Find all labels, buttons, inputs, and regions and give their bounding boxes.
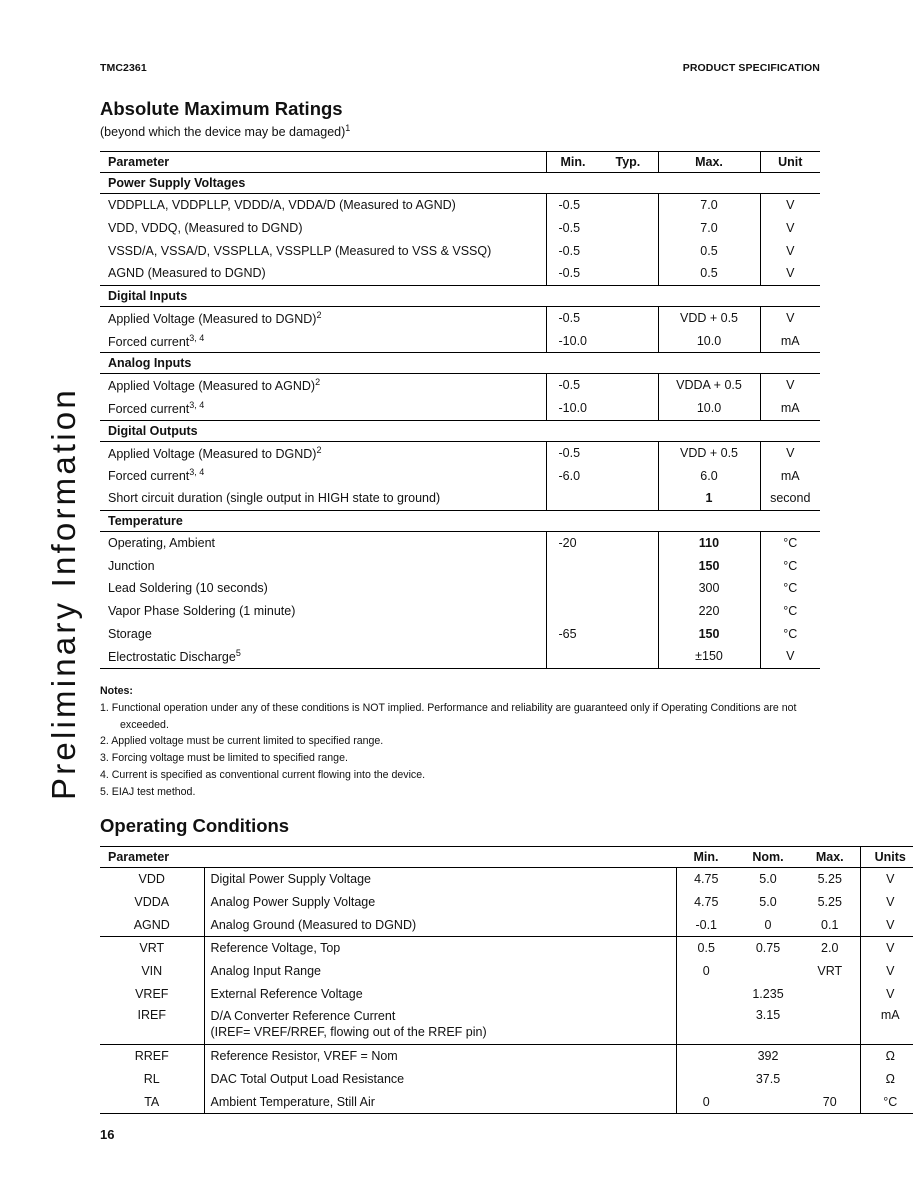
amr-min-cell: -0.5 <box>546 262 658 285</box>
amr-min-cell: -10.0 <box>546 397 658 420</box>
opc-nom-cell: 0 <box>764 917 772 932</box>
opc-desc-cell <box>204 960 676 983</box>
amr-col-param: Parameter <box>100 152 546 173</box>
header-doc-type: PRODUCT SPECIFICATION <box>682 62 820 74</box>
table-row <box>100 868 913 891</box>
note-item: 3. Forcing voltage must be limited to specified range. <box>100 752 348 765</box>
opc-desc-cell <box>204 937 676 960</box>
amr-min-cell: -0.5 <box>546 306 658 329</box>
opc-unit-cell: V <box>886 964 895 979</box>
amr-unit-cell: °C <box>783 626 798 641</box>
amr-param-text: Applied Voltage (Measured to DGND) <box>108 312 317 327</box>
opc-max-cell: 5.25 <box>800 891 860 914</box>
amr-col-max: Max. <box>658 152 760 173</box>
amr-param-cell <box>100 531 546 554</box>
amr-max-cell: 1 <box>658 487 760 510</box>
amr-param-note: 2 <box>315 377 321 388</box>
opc-symbol-cell: VREF <box>100 982 204 1005</box>
amr-param-cell <box>100 600 546 623</box>
opc-min-cell: 0.5 <box>676 937 736 960</box>
opc-nom-cell <box>736 1091 800 1114</box>
amr-unit-cell: second <box>770 491 811 506</box>
opc-desc-text: Ambient Temperature, Still Air <box>210 1094 375 1109</box>
amr-unit-cell: °C <box>783 603 798 618</box>
opc-nom-cell: 392 <box>736 1045 800 1068</box>
amr-body <box>100 173 820 669</box>
amr-param-note: 3, 4 <box>189 332 205 343</box>
amr-min-cell <box>546 600 658 623</box>
amr-param-cell <box>100 577 546 600</box>
amr-param-cell <box>100 306 546 329</box>
table-row <box>100 600 820 623</box>
opc-desc-cell <box>204 868 676 891</box>
amr-unit-cell: V <box>786 266 795 281</box>
opc-min-cell <box>676 1045 736 1068</box>
opc-desc-text: DAC Total Output Load Resistance <box>210 1072 405 1087</box>
amr-min-cell <box>546 487 658 510</box>
amr-param-text: VSSD/A, VSSA/D, VSSPLLA, VSSPLLP (Measured to VSS & VSSQ) <box>108 243 492 258</box>
table-row <box>100 217 820 240</box>
opc-desc-text: Reference Resistor, VREF = Nom <box>210 1049 398 1064</box>
amr-max-cell: 6.0 <box>658 464 760 487</box>
opc-col-param: Parameter <box>100 847 676 868</box>
amr-param-cell <box>100 441 546 464</box>
amr-col-typ: Typ. <box>615 155 641 169</box>
opc-min-cell: 0 <box>702 964 710 979</box>
amr-param-text: VDD, VDDQ, (Measured to DGND) <box>108 221 303 236</box>
opc-max-cell <box>800 1005 860 1045</box>
opc-nom-cell: 1.235 <box>752 986 784 1001</box>
table-row <box>100 645 820 668</box>
amr-param-text: VDDPLLA, VDDPLLP, VDDD/A, VDDA/D (Measured to AGND) <box>108 198 456 213</box>
opc-min-cell <box>676 982 736 1005</box>
amr-max-cell: 7.0 <box>658 194 760 217</box>
opc-desc-text: Analog Ground (Measured to DGND) <box>210 917 417 932</box>
amr-section-title: Digital Inputs <box>100 285 820 306</box>
notes-list <box>100 700 800 801</box>
opc-desc-cell <box>204 1091 676 1114</box>
notes-block <box>100 683 800 801</box>
amr-param-cell <box>100 645 546 668</box>
opc-unit-cell: V <box>886 917 895 932</box>
amr-param-cell <box>100 217 546 240</box>
table-row <box>100 554 820 577</box>
opc-col-nom: Nom. <box>736 847 800 868</box>
amr-param-cell <box>100 554 546 577</box>
table-row <box>100 464 820 487</box>
amr-max-cell: VDD + 0.5 <box>658 441 760 464</box>
amr-max-cell: 0.5 <box>658 239 760 262</box>
table-row <box>100 306 820 329</box>
table-row <box>100 1091 913 1114</box>
amr-unit-cell: V <box>786 445 795 460</box>
opc-unit-cell: Ω <box>885 1072 895 1087</box>
amr-param-cell <box>100 464 546 487</box>
amr-min-cell <box>546 645 658 668</box>
opc-unit-cell: Ω <box>860 1045 913 1068</box>
opc-max-cell <box>800 1068 860 1091</box>
opc-col-units: Units <box>860 847 913 868</box>
amr-param-text: Electrostatic Discharge <box>108 650 236 665</box>
opc-nom-cell: 3.15 <box>755 1008 781 1023</box>
opc-desc-text: Reference Voltage, Top <box>210 941 341 956</box>
opc-min-cell: 4.75 <box>694 872 719 887</box>
amr-max-cell: 150 <box>658 622 760 645</box>
amr-min-cell: -0.5 <box>546 217 658 240</box>
amr-param-cell <box>100 374 546 397</box>
note-item: 1. Functional operation under any of these conditions is NOT implied. Performance and reliability are guaranteed only if Operating Conditions are not exceeded. <box>100 701 797 731</box>
opc-nom-cell: 37.5 <box>755 1072 781 1087</box>
amr-col-min: Min. <box>560 155 586 169</box>
opc-title: Operating Conditions <box>100 815 290 836</box>
amr-param-text: Forced current <box>108 469 190 484</box>
table-row <box>100 577 820 600</box>
amr-param-text: Vapor Phase Soldering (1 minute) <box>108 603 296 618</box>
header-part-number: TMC2361 <box>100 62 147 74</box>
amr-unit-cell: V <box>786 378 795 393</box>
opc-symbol-cell: IREF <box>100 1005 204 1045</box>
amr-section-row <box>100 173 820 194</box>
opc-symbol-cell: RL <box>100 1068 204 1091</box>
table-row <box>100 1045 913 1068</box>
amr-param-text: Operating, Ambient <box>108 535 216 550</box>
amr-min-cell: -20 <box>546 531 658 554</box>
table-row <box>100 329 820 352</box>
amr-unit-cell: mA <box>780 401 800 416</box>
opc-desc-cell <box>204 891 676 914</box>
amr-unit-cell: °C <box>783 535 798 550</box>
opc-body <box>100 868 913 1114</box>
amr-subtitle <box>100 123 350 139</box>
opc-symbol-cell: VRT <box>100 937 204 960</box>
table-row <box>100 960 913 983</box>
amr-param-text: AGND (Measured to DGND) <box>108 266 266 281</box>
amr-section-row <box>100 420 820 441</box>
amr-unit-cell: V <box>786 221 795 236</box>
opc-desc-text: Digital Power Supply Voltage <box>210 872 372 887</box>
opc-symbol-cell: AGND <box>100 913 204 936</box>
table-row <box>100 397 820 420</box>
amr-col-unit: Unit <box>760 152 820 173</box>
table-row <box>100 441 820 464</box>
opc-col-min: Min. <box>676 847 736 868</box>
opc-max-cell: VRT <box>800 960 860 983</box>
opc-nom-cell: 0.75 <box>736 937 800 960</box>
amr-min-cell: -0.5 <box>546 239 658 262</box>
table-row <box>100 262 820 285</box>
amr-max-cell: 10.0 <box>658 329 760 352</box>
amr-section-row <box>100 353 820 374</box>
amr-max-cell: 300 <box>658 577 760 600</box>
table-row <box>100 891 913 914</box>
opc-max-cell: 70 <box>800 1091 860 1114</box>
amr-unit-cell: V <box>786 243 795 258</box>
opc-min-cell <box>676 1005 736 1045</box>
amr-unit-cell: V <box>786 311 795 326</box>
opc-min-cell <box>676 1068 736 1091</box>
amr-max-cell: VDDA + 0.5 <box>658 374 760 397</box>
opc-symbol-cell: VIN <box>100 960 204 983</box>
opc-max-cell: 0.1 <box>800 913 860 936</box>
opc-nom-cell: 5.0 <box>759 895 777 910</box>
table-row <box>100 194 820 217</box>
amr-max-cell: 10.0 <box>658 397 760 420</box>
amr-min-cell: -65 <box>546 622 658 645</box>
amr-min-cell <box>546 577 658 600</box>
amr-min-cell: -0.5 <box>546 441 658 464</box>
amr-param-text: Storage <box>108 626 152 641</box>
amr-param-text: Short circuit duration (single output in HIGH state to ground) <box>108 491 441 506</box>
opc-max-cell <box>800 1045 860 1068</box>
amr-param-text: Applied Voltage (Measured to DGND) <box>108 446 317 461</box>
amr-param-text: Lead Soldering (10 seconds) <box>108 581 268 596</box>
amr-subtitle-text: (beyond which the device may be damaged) <box>100 125 346 139</box>
opc-unit-cell: V <box>886 872 895 887</box>
amr-min-cell: -0.5 <box>546 194 658 217</box>
amr-param-note: 2 <box>316 444 322 455</box>
table-row <box>100 982 913 1005</box>
opc-desc-cell <box>204 1005 676 1045</box>
amr-min-cell: -10.0 <box>546 329 658 352</box>
opc-header-row <box>100 847 913 868</box>
table-row <box>100 374 820 397</box>
amr-section-row <box>100 510 820 531</box>
amr-param-note: 3, 4 <box>189 400 205 411</box>
amr-section-row <box>100 285 820 306</box>
opc-unit-cell: V <box>886 895 895 910</box>
amr-min-cell: -6.0 <box>546 464 658 487</box>
opc-desc-text: Analog Power Supply Voltage <box>210 895 376 910</box>
amr-param-cell <box>100 239 546 262</box>
table-row <box>100 487 820 510</box>
table-row <box>100 937 913 960</box>
amr-param-cell <box>100 487 546 510</box>
note-item: 2. Applied voltage must be current limited to specified range. <box>100 735 384 748</box>
opc-min-cell: 4.75 <box>694 895 719 910</box>
table-row <box>100 531 820 554</box>
opc-unit-cell: mA <box>880 1008 900 1023</box>
amr-max-cell: VDD + 0.5 <box>658 306 760 329</box>
amr-param-cell <box>100 262 546 285</box>
opc-desc-cell <box>204 913 676 936</box>
opc-symbol-cell: TA <box>100 1091 204 1114</box>
amr-max-cell: 7.0 <box>658 217 760 240</box>
opc-desc-text-2: (IREF= VREF/RREF, flowing out of the RREF pin) <box>210 1025 487 1040</box>
opc-min-cell: 0 <box>702 1094 710 1109</box>
amr-param-note: 3, 4 <box>189 467 205 478</box>
opc-nom-cell: 5.0 <box>759 872 777 887</box>
page-number: 16 <box>100 1127 115 1142</box>
operating-conditions-table <box>100 846 913 1114</box>
amr-unit-cell: °C <box>783 558 798 573</box>
opc-symbol-cell: RREF <box>100 1045 204 1068</box>
amr-subtitle-note: 1 <box>345 123 351 133</box>
amr-section-title: Digital Outputs <box>100 420 820 441</box>
opc-desc-cell <box>204 982 676 1005</box>
opc-unit-cell: V <box>886 986 895 1001</box>
amr-param-cell <box>100 329 546 352</box>
amr-param-text: Forced current <box>108 334 190 349</box>
amr-param-note: 5 <box>235 648 241 659</box>
opc-nom-cell <box>736 960 800 983</box>
table-row <box>100 239 820 262</box>
amr-unit-cell: mA <box>780 468 800 483</box>
table-row <box>100 1005 913 1045</box>
amr-min-cell: -0.5 <box>546 374 658 397</box>
opc-symbol-cell: VDD <box>100 868 204 891</box>
opc-unit-cell: V <box>860 937 913 960</box>
amr-title: Absolute Maximum Ratings <box>100 98 343 119</box>
amr-header-row <box>100 152 820 173</box>
opc-max-cell <box>800 982 860 1005</box>
amr-unit-cell: °C <box>783 581 798 596</box>
amr-unit-cell: mA <box>780 333 800 348</box>
opc-max-cell: 5.25 <box>800 868 860 891</box>
amr-param-cell <box>100 194 546 217</box>
amr-min-cell <box>546 554 658 577</box>
absolute-maximum-ratings-table <box>100 151 820 669</box>
opc-max-cell: 2.0 <box>800 937 860 960</box>
amr-max-cell: 150 <box>658 554 760 577</box>
amr-param-note: 2 <box>316 310 322 321</box>
amr-param-text: Forced current <box>108 402 190 417</box>
amr-unit-cell: V <box>786 649 795 664</box>
amr-param-cell <box>100 622 546 645</box>
table-row <box>100 913 913 936</box>
opc-min-cell: -0.1 <box>695 917 718 932</box>
opc-desc-text: Analog Input Range <box>210 964 322 979</box>
amr-max-cell: ±150 <box>658 645 760 668</box>
amr-section-title: Temperature <box>100 510 820 531</box>
opc-col-max: Max. <box>800 847 860 868</box>
amr-section-title: Power Supply Voltages <box>100 173 820 194</box>
amr-max-cell: 0.5 <box>658 262 760 285</box>
amr-section-title: Analog Inputs <box>100 353 820 374</box>
amr-max-cell: 220 <box>658 600 760 623</box>
amr-max-cell: 110 <box>658 531 760 554</box>
table-row <box>100 622 820 645</box>
opc-symbol-cell: VDDA <box>100 891 204 914</box>
amr-col-min-typ <box>546 152 658 173</box>
amr-param-text: Applied Voltage (Measured to AGND) <box>108 379 316 394</box>
opc-desc-cell <box>204 1068 676 1091</box>
note-item: 4. Current is specified as conventional current flowing into the device. <box>100 768 426 781</box>
opc-desc-text: D/A Converter Reference Current <box>210 1009 396 1024</box>
note-item: 5. EIAJ test method. <box>100 785 196 798</box>
opc-desc-text: External Reference Voltage <box>210 986 363 1001</box>
opc-unit-cell: °C <box>883 1094 898 1109</box>
amr-unit-cell: V <box>786 198 795 213</box>
amr-param-text: Junction <box>108 558 155 573</box>
notes-title: Notes: <box>100 685 133 697</box>
opc-desc-cell <box>204 1045 676 1068</box>
side-watermark-text: Preliminary Information <box>45 387 82 800</box>
amr-param-cell <box>100 397 546 420</box>
table-row <box>100 1068 913 1091</box>
